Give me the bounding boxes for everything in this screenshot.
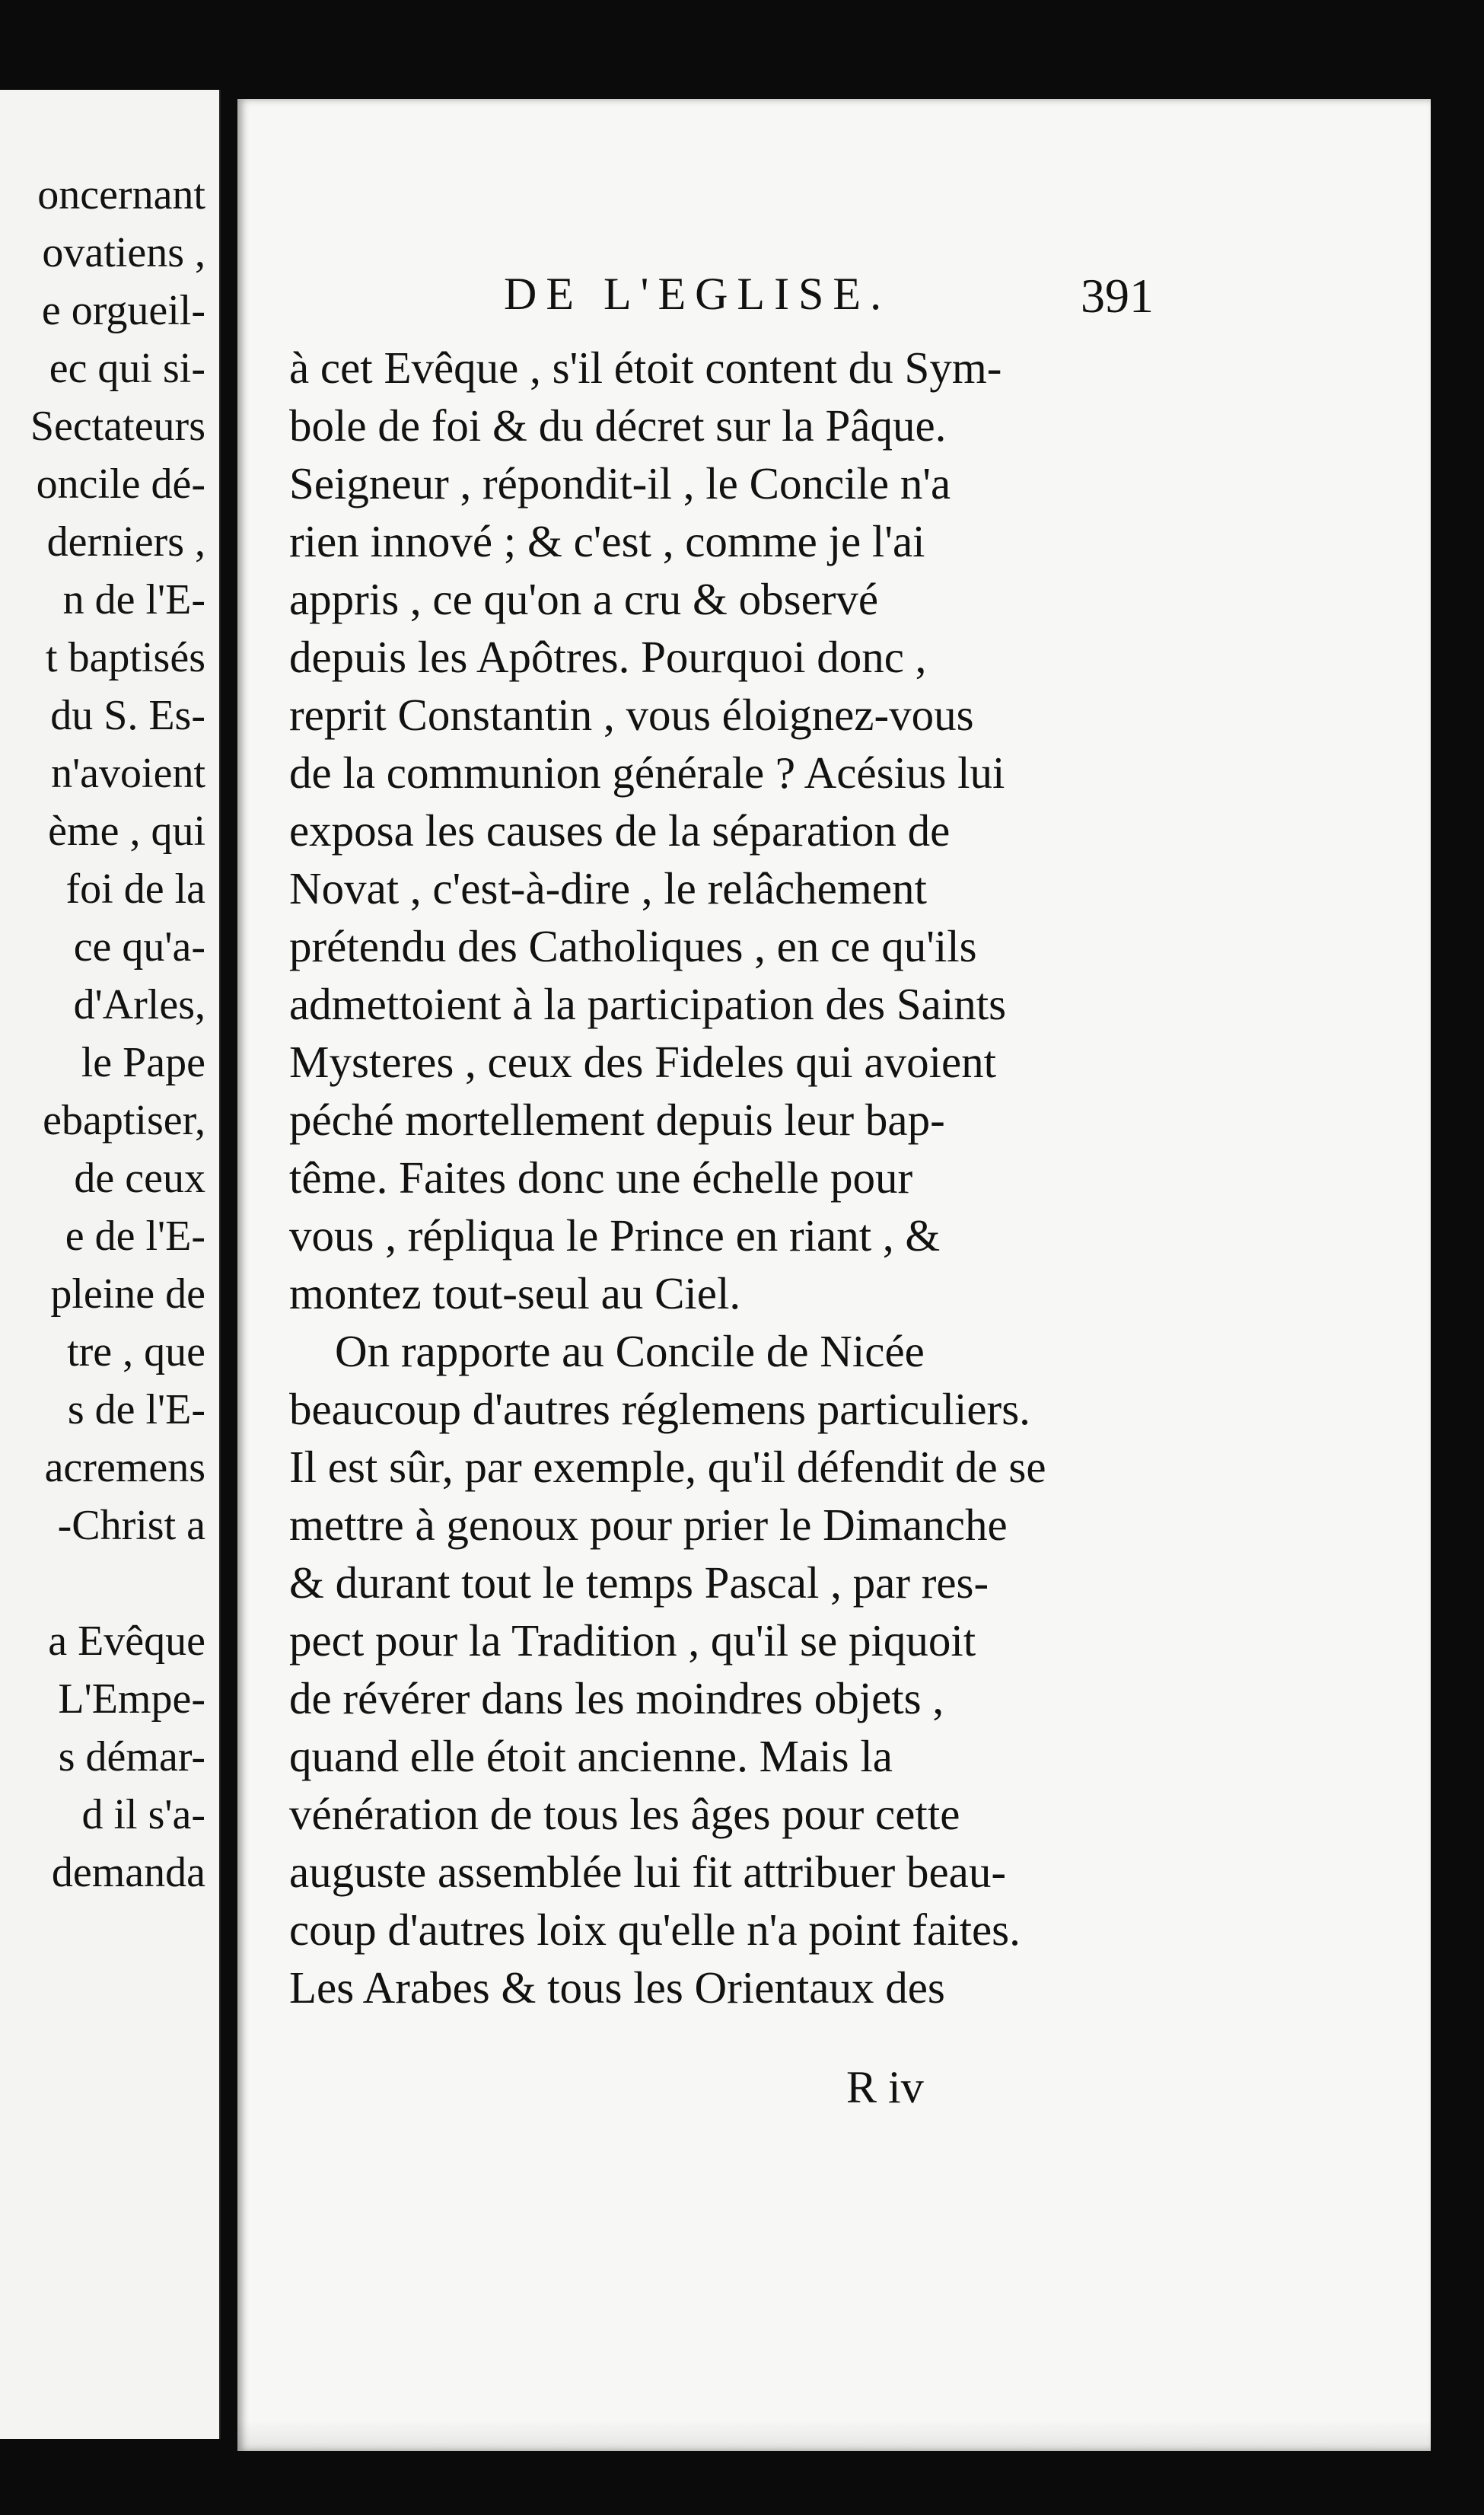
left-page-line: tre , que [67,1328,205,1375]
text-line: péché mortellement depuis leur bap- [289,1095,945,1145]
right-page [237,99,1431,2451]
text-line: Seigneur , répondit-il , le Concile n'a [289,458,951,508]
left-page-line: e de l'E- [65,1213,205,1260]
text-line: bole de foi & du décret sur la Pâque. [289,400,947,451]
text-line: admettoient à la participation des Saints [289,979,1007,1029]
page-header [237,268,1431,336]
text-line: tême. Faites donc une échelle pour [289,1152,913,1203]
text-line: quand elle étoit ancienne. Mais la [289,1731,893,1781]
left-page-line: oncernant [37,171,205,218]
left-page-line: t baptisés [46,634,205,681]
signature-mark: R iv [846,2062,924,2112]
left-page-line: s de l'E- [67,1386,205,1433]
left-page-line: le Pape [81,1039,205,1086]
left-page-line: du S. Es- [50,692,205,739]
text-line: reprit Constantin , vous éloignez-vous [289,690,974,740]
left-page-line: n'avoient [51,750,205,797]
page-number: 391 [1081,269,1154,323]
text-line: Mysteres , ceux des Fideles qui avoient [289,1037,997,1087]
text-line: On rapporte au Concile de Nicée [335,1326,925,1376]
left-page-line: ovatiens , [42,229,205,276]
left-page-line: foi de la [65,865,205,913]
left-page-line: ec qui si- [49,345,205,392]
text-line: montez tout-seul au Ciel. [289,1268,741,1318]
body-text [289,339,1400,2016]
left-page-line: -Christ a [57,1502,205,1549]
text-line: auguste assemblée lui fit attribuer beau- [289,1847,1007,1897]
left-page-line: e orgueil- [41,287,205,334]
left-page-line: oncile dé- [36,461,205,508]
text-line: de la communion générale ? Acésius lui [289,747,1005,798]
text-line: vous , répliqua le Prince en riant , & [289,1210,941,1261]
left-page-line: s démar- [58,1733,205,1780]
left-page-fragment [0,90,221,2439]
text-line: mettre à genoux pour prier le Dimanche [289,1500,1008,1550]
left-page-line: d'Arles, [73,981,205,1028]
text-line: de révérer dans les moindres objets , [289,1673,944,1723]
left-page-line: de ceux [74,1155,205,1202]
text-line: pect pour la Tradition , qu'il se piquoit [289,1615,976,1666]
text-line: à cet Evêque , s'il étoit content du Sym- [289,343,1002,393]
text-line: depuis les Apôtres. Pourquoi donc , [289,632,927,682]
left-page-line: demanda [51,1849,205,1896]
left-page-line: ebaptiser, [43,1097,205,1144]
left-page-line: pleine de [50,1270,205,1318]
left-page-line: d il s'a- [81,1791,205,1838]
text-line: beaucoup d'autres réglemens particuliers. [289,1384,1030,1434]
left-page-line: a Evêque [48,1618,205,1665]
left-page-line: Sectateurs [30,403,205,450]
left-page-line: derniers , [46,518,205,566]
text-line: appris , ce qu'on a cru & observé [289,574,879,624]
text-line: Les Arabes & tous les Orientaux des [289,1962,945,2013]
running-head: DE L'EGLISE. [504,269,891,319]
text-line: & durant tout le temps Pascal , par res- [289,1557,989,1608]
text-line: coup d'autres loix qu'elle n'a point faites. [289,1905,1021,1955]
text-line: rien innové ; & c'est , comme je l'ai [289,516,925,566]
left-page-line: ème , qui [48,808,205,855]
page-shading [237,2421,1431,2451]
left-page-line: L'Empe- [58,1675,205,1723]
text-line: prétendu des Catholiques , en ce qu'ils [289,921,977,971]
text-line: exposa les causes de la séparation de [289,805,951,856]
left-page-line: n de l'E- [62,576,205,623]
text-line: vénération de tous les âges pour cette [289,1789,960,1839]
left-page-line: ce qu'a- [73,923,205,971]
text-line: Novat , c'est-à-dire , le relâchement [289,863,927,913]
left-page-line: acremens [44,1444,205,1491]
text-line: Il est sûr, par exemple, qu'il défendit de se [289,1442,1046,1492]
